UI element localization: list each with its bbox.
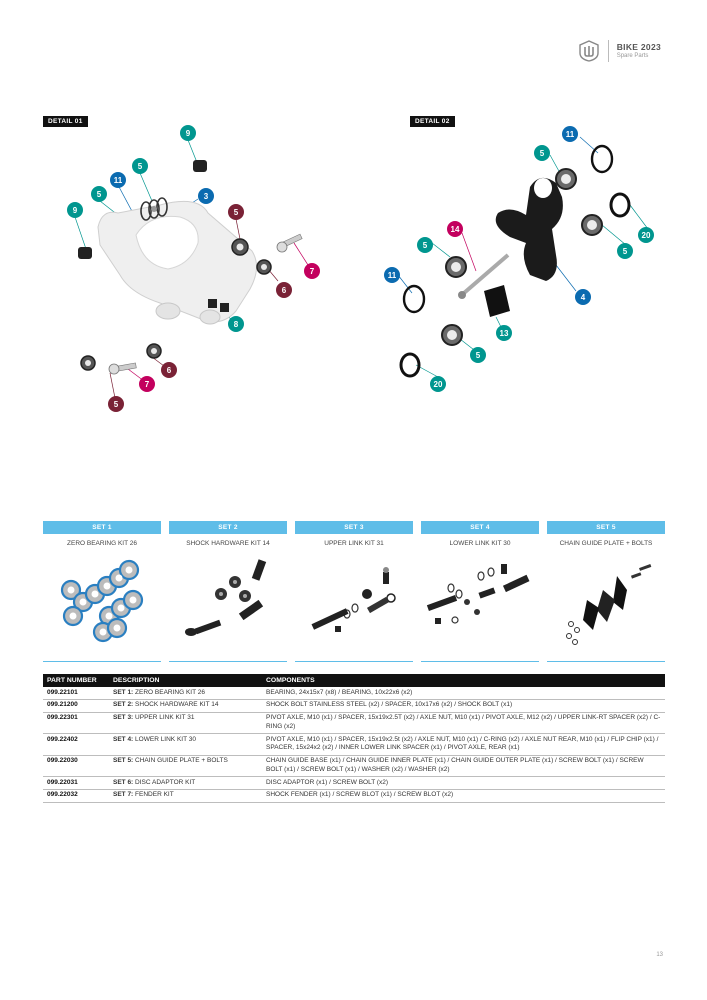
set-4-card (421, 521, 539, 662)
components: SHOCK BOLT STAINLESS STEEL (x2) / SPACER, 10x17x6 (x2) / SHOCK BOLT (x1) (262, 699, 665, 712)
part-number: 099.22031 (43, 777, 109, 790)
table-row (43, 687, 665, 699)
callout-6: 6 (276, 282, 292, 298)
description-text: DISC ADAPTOR KIT (135, 778, 196, 786)
callout-11: 11 (384, 267, 400, 283)
callout-8: 8 (228, 316, 244, 332)
set-4-lower-link-image (421, 550, 538, 656)
set-1-card (43, 521, 161, 662)
part-number: 099.21200 (43, 699, 109, 712)
page-header (578, 40, 661, 62)
description (109, 687, 262, 699)
callout-9: 9 (67, 202, 83, 218)
set-1-bearings-image (43, 550, 160, 656)
set-prefix: SET 1: (113, 688, 134, 696)
set-2-shock-hardware-image (169, 550, 286, 656)
part-number: 099.22301 (43, 712, 109, 734)
header-divider (608, 40, 609, 62)
set-4-title: SET 4 (421, 521, 539, 534)
components: BEARING, 24x15x7 (x8) / BEARING, 10x22x6 (x2) (262, 687, 665, 699)
description-text: ZERO BEARING KIT 26 (135, 688, 206, 696)
header-components: COMPONENTS (262, 674, 665, 687)
kit-sets-row (43, 521, 665, 662)
set-5-card (547, 521, 665, 662)
detail-02-label: DETAIL 02 (410, 116, 455, 127)
header-part-number: PART NUMBER (43, 674, 109, 687)
table-row (43, 712, 665, 734)
set-3-name: UPPER LINK KIT 31 (324, 540, 384, 547)
header-description: DESCRIPTION (109, 674, 262, 687)
callout-6: 6 (161, 362, 177, 378)
set-prefix: SET 4: (113, 735, 134, 743)
components: PIVOT AXLE, M10 (x1) / SPACER, 15x19x2.5t (x2) / AXLE NUT, M10 (x1) / C-RING (x2) / AXLE NUT REAR, M10 (x1) / FLIP CHIP (x1) / SPACER, 15x24x2 (x2) / INNER LOWER LINK SPACER (x1) / PIVOT AXLE, REAR (x1) (262, 734, 665, 756)
set-3-underline (295, 661, 413, 662)
description-text: LOWER LINK KIT 30 (135, 735, 196, 743)
callout-5: 5 (228, 204, 244, 220)
callout-5: 5 (470, 347, 486, 363)
callout-5: 5 (534, 145, 550, 161)
set-1-underline (43, 661, 161, 662)
parts-table (43, 674, 665, 803)
set-3-card (295, 521, 413, 662)
table-row (43, 699, 665, 712)
callout-20: 20 (638, 227, 654, 243)
set-4-name: LOWER LINK KIT 30 (449, 540, 511, 547)
detail-02-exploded-view (380, 125, 680, 405)
callout-5: 5 (91, 186, 107, 202)
callout-7: 7 (139, 376, 155, 392)
set-prefix: SET 6: (113, 778, 134, 786)
callout-14: 14 (447, 221, 463, 237)
set-prefix: SET 7: (113, 791, 134, 799)
description (109, 777, 262, 790)
set-3-upper-link-image (295, 550, 412, 656)
callout-3: 3 (198, 188, 214, 204)
set-5-underline (547, 661, 665, 662)
components: DISC ADAPTOR (x1) / SCREW BOLT (x2) (262, 777, 665, 790)
set-prefix: SET 2: (113, 701, 134, 709)
set-3-title: SET 3 (295, 521, 413, 534)
table-row (43, 777, 665, 790)
description (109, 699, 262, 712)
part-number: 099.22030 (43, 755, 109, 777)
set-2-name: SHOCK HARDWARE KIT 14 (186, 540, 270, 547)
set-5-chain-guide-image (547, 550, 664, 656)
page-number: 13 (656, 952, 663, 958)
description (109, 789, 262, 802)
doc-title: BIKE 2023 (616, 41, 661, 52)
brand-logo-icon (578, 40, 600, 62)
set-4-underline (421, 661, 539, 662)
table-header-row (43, 674, 665, 687)
set-1-title: SET 1 (43, 521, 161, 534)
table-row (43, 789, 665, 802)
part-number: 099.22032 (43, 789, 109, 802)
part-number: 099.22402 (43, 734, 109, 756)
callout-5: 5 (617, 243, 633, 259)
callout-11: 11 (110, 172, 126, 188)
callout-20: 20 (430, 376, 446, 392)
components: SHOCK FENDER (x1) / SCREW BLOT (x1) / SCREW BLOT (x2) (262, 789, 665, 802)
description-text: CHAIN GUIDE PLATE + BOLTS (135, 757, 228, 765)
callout-9: 9 (180, 125, 196, 141)
table-row (43, 734, 665, 756)
description-text: SHOCK HARDWARE KIT 14 (135, 701, 219, 709)
description (109, 755, 262, 777)
callout-4: 4 (575, 289, 591, 305)
callout-5: 5 (108, 396, 124, 412)
set-5-title: SET 5 (547, 521, 665, 534)
set-prefix: SET 3: (113, 714, 134, 722)
part-number: 099.22101 (43, 687, 109, 699)
set-2-title: SET 2 (169, 521, 287, 534)
table-row (43, 755, 665, 777)
description-text: UPPER LINK KIT 31 (135, 714, 195, 722)
components: PIVOT AXLE, M10 (x1) / SPACER, 15x19x2.5T (x2) / AXLE NUT, M10 (x1) / PIVOT AXLE, M12 (x2) / UPPER LINK-RT SPACER (x2) / C-RING (x2) (262, 712, 665, 734)
callout-5: 5 (417, 237, 433, 253)
set-2-underline (169, 661, 287, 662)
detail-01-label: DETAIL 01 (43, 116, 88, 127)
set-1-name: ZERO BEARING KIT 26 (67, 540, 137, 547)
doc-subtitle: Spare Parts (616, 52, 649, 59)
callout-7: 7 (304, 263, 320, 279)
callout-5: 5 (132, 158, 148, 174)
description (109, 734, 262, 756)
set-prefix: SET 5: (113, 757, 134, 765)
detail-01-exploded-view (40, 125, 340, 425)
components: CHAIN GUIDE BASE (x1) / CHAIN GUIDE INNER PLATE (x1) / CHAIN GUIDE OUTER PLATE (x1) / SCREW BOLT (x1) / SCREW BOLT (x1) / SCREW BOLT (x1) / WASHER (x2) / WASHER (x2) (262, 755, 665, 777)
description (109, 712, 262, 734)
description-text: FENDER KIT (135, 791, 174, 799)
callout-11: 11 (562, 126, 578, 142)
set-5-name: CHAIN GUIDE PLATE + BOLTS (559, 540, 653, 547)
callout-13: 13 (496, 325, 512, 341)
set-2-card (169, 521, 287, 662)
